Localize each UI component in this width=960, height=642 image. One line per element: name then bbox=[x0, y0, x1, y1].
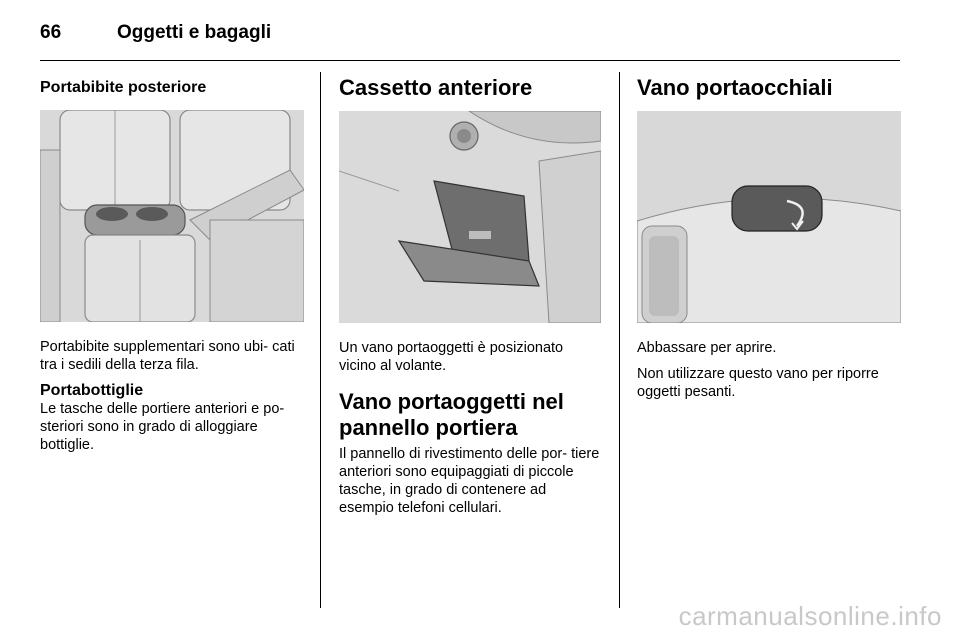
column-rear-cupholder bbox=[40, 70, 304, 462]
seat-drawing bbox=[40, 110, 304, 322]
header-rule bbox=[40, 60, 900, 61]
watermark-text: carmanualsonline.info bbox=[678, 601, 942, 631]
front-compartment-illustration bbox=[339, 111, 601, 323]
paragraph: Le tasche delle portiere anteriori e po- steriori sono in grado di alloggiare bottiglie. bbox=[40, 401, 285, 453]
paragraph: Portabibite supplementari sono ubi- cati tra i sedili della terza fila. bbox=[40, 339, 295, 373]
chapter-title: Oggetti e bagagli bbox=[117, 22, 272, 43]
rear-cupholder-illustration bbox=[40, 110, 304, 322]
page-header bbox=[40, 16, 900, 56]
paragraph: Il pannello di rivestimento delle por- tiere anteriori sono equipaggiati di piccole tasche, in grado di contenere ad esempio telefoni cellulari. bbox=[339, 446, 600, 516]
column-divider bbox=[320, 72, 321, 608]
headliner-drawing bbox=[637, 111, 901, 323]
section-title: Cassetto anteriore bbox=[339, 75, 533, 100]
paragraph: Abbassare per aprire. bbox=[637, 340, 777, 356]
column-front-compartment bbox=[339, 70, 601, 525]
subsection-title: Portabottiglie bbox=[40, 382, 144, 399]
paragraph: Un vano portaoggetti è posizionato vicino al volante. bbox=[339, 340, 564, 374]
page-number: 66 bbox=[40, 22, 62, 43]
column-glasses-holder bbox=[637, 70, 901, 409]
section-title: Vano portaocchiali bbox=[637, 75, 833, 100]
column-divider bbox=[619, 72, 620, 608]
paragraph: Non utilizzare questo vano per riporre oggetti pesanti. bbox=[637, 366, 879, 400]
dashboard-drawing bbox=[339, 111, 601, 323]
section-title: Vano portaoggetti nel pannello portiera bbox=[339, 389, 564, 440]
glasses-holder-illustration bbox=[637, 111, 901, 323]
section-title: Portabibite posteriore bbox=[40, 79, 207, 96]
